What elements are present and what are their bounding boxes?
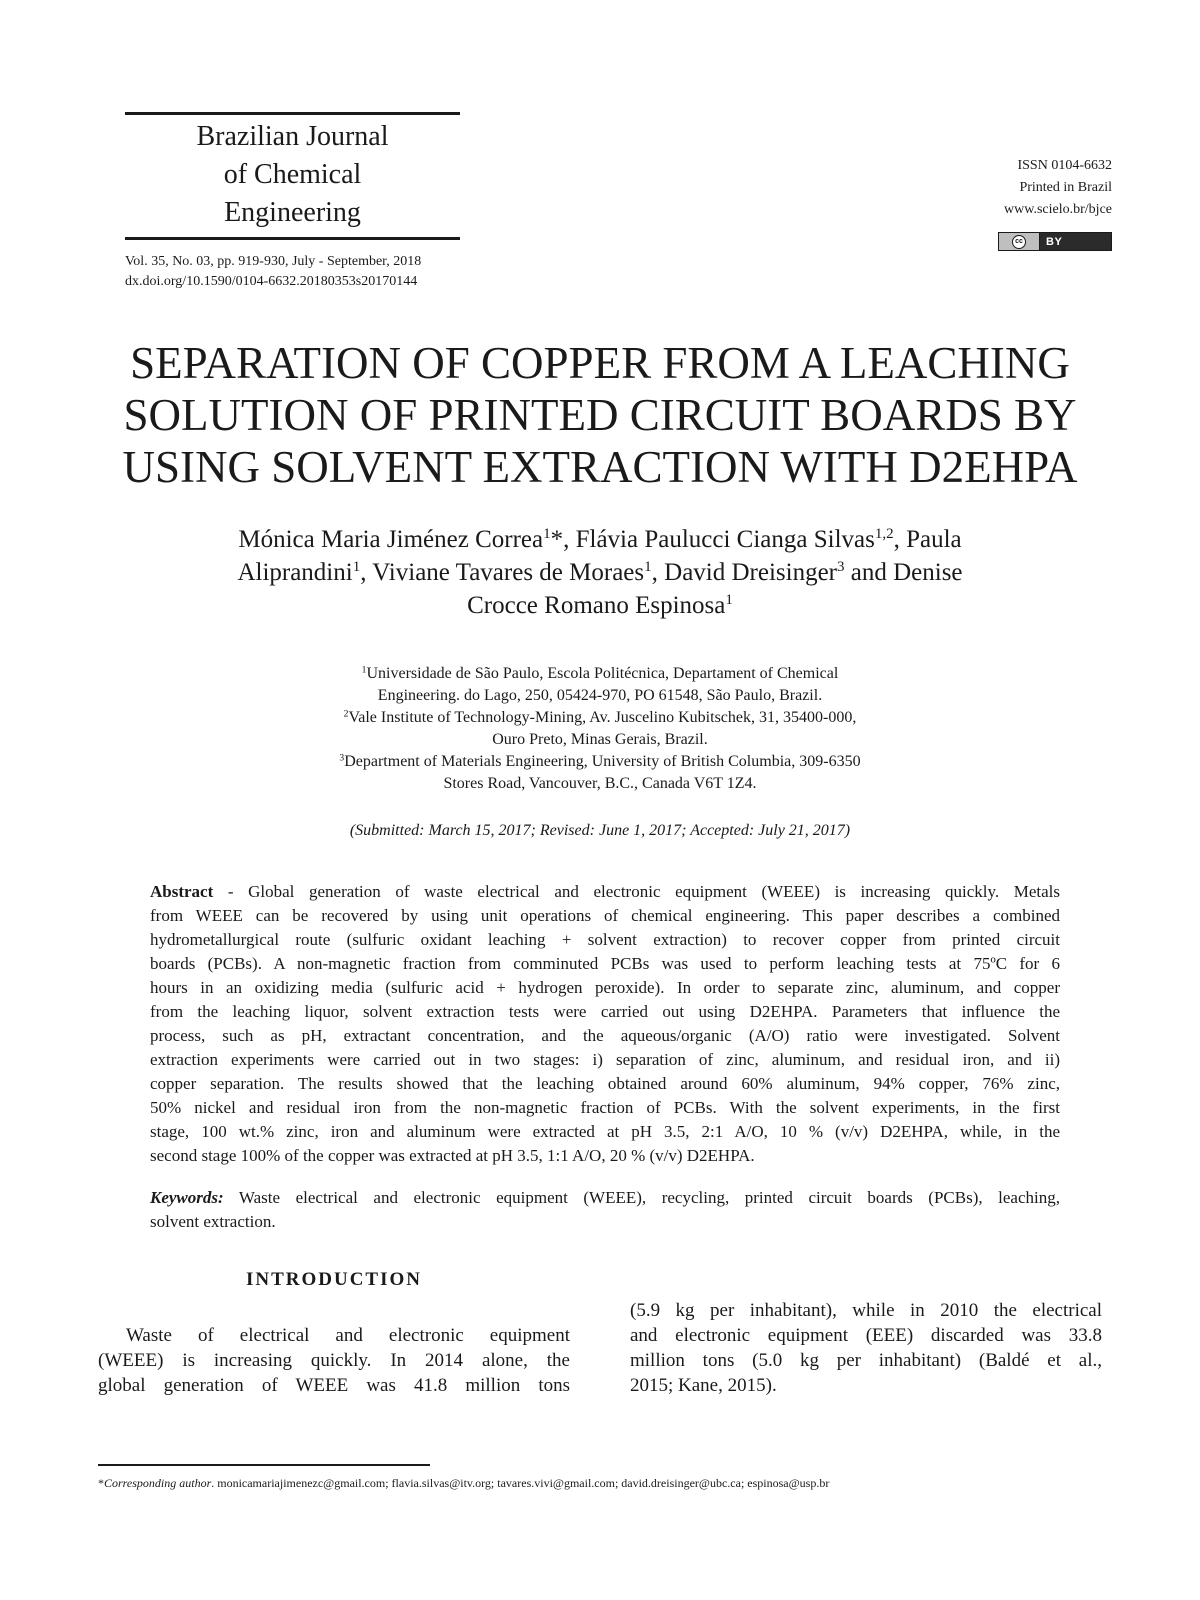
body-text-line: (5.9 kg per inhabitant), while in 2010 the electrical [630,1300,1102,1321]
abstract-line: from WEEE can be recovered by using unit operations of chemical engineering. This paper describes a combined [150,906,1060,925]
body-text-line: Waste of electrical and electronic equipment [126,1325,570,1346]
footnote-label: Corresponding author [104,1476,212,1490]
title-line: SOLUTION OF PRINTED CIRCUIT BOARDS BY [123,390,1077,440]
abstract-line: Abstract - Global generation of waste electrical and electronic equipment (WEEE) is increasing quickly. Metals [150,882,1060,901]
intro-left-column [98,1323,570,1398]
body-text-line: and electronic equipment (EEE) discarded was 33.8 [630,1325,1102,1346]
volume-info [125,252,421,292]
keywords-line: Keywords: Waste electrical and electronic equipment (WEEE), recycling, printed circuit boards (PCBs), leaching, [150,1188,1060,1207]
footnote-marker: * [98,1476,104,1490]
abstract-line: hours in an oxidizing media (sulfuric acid + hydrogen peroxide). In order to separate zinc, aluminum, and copper [150,978,1060,997]
author-line: Crocce Romano Espinosa$^1$ [467,592,733,619]
affiliations [150,663,1050,795]
body-text-line: million tons (5.0 kg per inhabitant) (Baldé et al., [630,1350,1102,1371]
abstract [150,880,1060,1168]
paper-title [80,337,1120,493]
section-heading-introduction: INTRODUCTION [245,1269,423,1290]
affiliation-line: Ouro Preto, Minas Gerais, Brazil. [492,731,708,748]
abstract-line: second stage 100% of the copper was extracted at pH 3.5, 1:1 A/O, 20 % (v/v) D2EHPA. [150,1146,755,1165]
license-label: BY [1046,235,1063,248]
journal-name-line: Engineering [224,197,361,228]
body-text-line: 2015; Kane, 2015). [630,1375,777,1396]
abstract-line: boards (PCBs). A non-magnetic fraction from comminuted PCBs was used to perform leaching tests at 75ºC for 6 [150,954,1060,973]
keywords-label: Keywords: [150,1188,224,1207]
abstract-line: stage, 100 wt.% zinc, iron and aluminum were extracted at pH 3.5, 2:1 A/O, 10 % (v/v) D2EHPA, while, in the [150,1122,1060,1141]
author-line: Mónica Maria Jiménez Correa$^1$*, Flávia Paulucci Cianga Silvas$^{1,2}$, Paula [238,526,962,553]
intro-right-column [630,1298,1102,1398]
affiliation-line: $^1$Universidade de São Paulo, Escola Politécnica, Departament of Chemical [361,664,839,682]
body-text-line: global generation of WEEE was 41.8 million tons [98,1375,570,1396]
footnote-rule [98,1464,430,1466]
masthead-top-rule [125,112,460,115]
keywords [150,1186,1060,1234]
affiliation-line: Engineering. do Lago, 250, 05424-970, PO 61548, São Paulo, Brazil. [377,687,823,704]
abstract-line: copper separation. The results showed that the leaching obtained around 60% aluminum, 94% copper, 76% zinc, [150,1074,1060,1093]
body-text-line: (WEEE) is increasing quickly. In 2014 alone, the [98,1350,570,1371]
title-line: USING SOLVENT EXTRACTION WITH D2EHPA [122,442,1078,492]
abstract-line: process, such as pH, extractant concentration, and the aqueous/organic (A/O) ratio were investigated. Solvent [150,1026,1060,1045]
doi-line: dx.doi.org/10.1590/0104-6632.20180353s20170144 [125,274,418,289]
publisher-info [1004,155,1112,221]
abstract-label: Abstract [150,882,214,901]
footnote-emails: . monicamariajimenezc@gmail.com; flavia.silvas@itv.org; tavares.vivi@gmail.com; david.dreisinger@ubc.ca; espinosa@usp.br [211,1476,830,1490]
author-list [100,523,1100,622]
abstract-line: hydrometallurgical route (sulfuric oxidant leaching + solvent extraction) to recover copper from printed circuit [150,930,1060,949]
abstract-line: from the leaching liquor, solvent extraction tests were carried out using D2EHPA. Parameters that influence the [150,1002,1060,1021]
submission-dates: (Submitted: March 15, 2017; Revised: June 1, 2017; Accepted: July 21, 2017) [349,822,851,839]
corresponding-author-footnote [98,1476,829,1491]
journal-url[interactable]: www.scielo.br/bjce [1004,202,1112,217]
abstract-line: 50% nickel and residual iron from the non-magnetic fraction of PCBs. With the solvent experiments, in the first [150,1098,1060,1117]
journal-name-line: of Chemical [223,159,362,190]
journal-name-line: Brazilian Journal [196,121,389,152]
cc-icon-glyph: cc [1012,235,1026,249]
abstract-line: extraction experiments were carried out in two stages: i) separation of zinc, aluminum, and residual iron, and ii) [150,1050,1060,1069]
keywords-line: solvent extraction. [150,1212,276,1231]
printed-in: Printed in Brazil [1019,180,1112,195]
affiliation-line: $^2$Vale Institute of Technology-Mining, Av. Juscelino Kubitschek, 31, 35400-000, [343,708,857,726]
journal-name [125,118,460,232]
affiliation-line: Stores Road, Vancouver, B.C., Canada V6T 1Z4. [443,775,757,792]
volume-line: Vol. 35, No. 03, pp. 919-930, July - September, 2018 [125,254,422,269]
cc-by-license-badge[interactable] [998,232,1112,251]
author-line: Aliprandini$^1$, Viviane Tavares de Moraes$^1$, David Dreisinger$^3$ and Denise [237,559,963,586]
title-line: SEPARATION OF COPPER FROM A LEACHING [130,338,1070,388]
creative-commons-icon [999,233,1040,250]
masthead-bottom-rule [125,237,460,240]
affiliation-line: $^3$Department of Materials Engineering, University of British Columbia, 309-6350 [339,752,861,770]
issn: ISSN 0104-6632 [1017,158,1112,173]
